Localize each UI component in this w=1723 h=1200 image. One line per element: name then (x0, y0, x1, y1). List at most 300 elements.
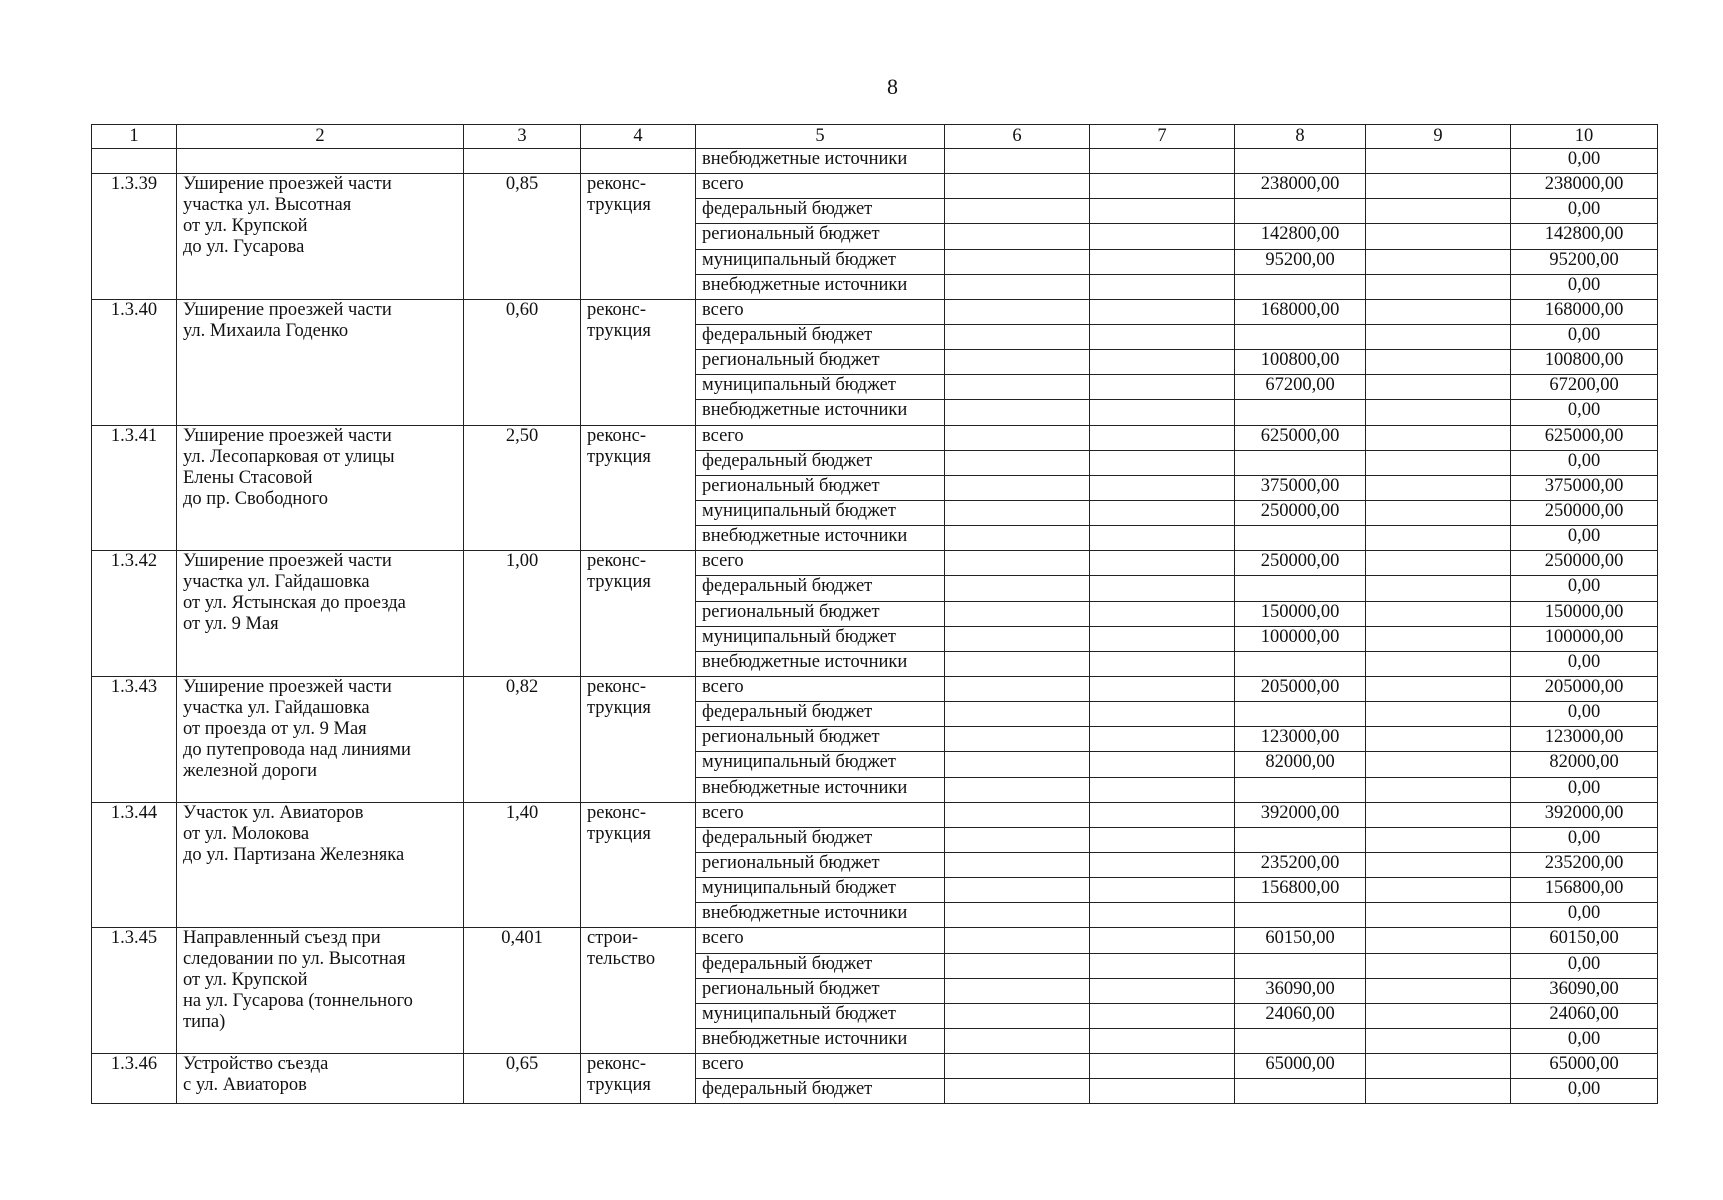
cell-col6 (945, 903, 1090, 928)
cell-col6 (945, 1054, 1090, 1079)
cell-name (177, 149, 464, 174)
name-line: ул. Лесопарковая от улицы (183, 446, 395, 467)
cell-col7 (1090, 702, 1235, 727)
column-header: 2 (177, 125, 464, 149)
cell-length: 2,50 (464, 425, 581, 551)
cell-col9 (1366, 626, 1511, 651)
cell-col6 (945, 626, 1090, 651)
cell-col6 (945, 777, 1090, 802)
cell-col6 (945, 500, 1090, 525)
name-line: на ул. Гусарова (тоннельного (183, 991, 413, 1012)
cell-col8: 250000,00 (1235, 500, 1366, 525)
cell-work (581, 802, 696, 928)
cell-col9 (1366, 400, 1511, 425)
cell-col10: 36090,00 (1511, 978, 1658, 1003)
cell-col9 (1366, 651, 1511, 676)
cell-col7 (1090, 903, 1235, 928)
cell-col6 (945, 978, 1090, 1003)
name-line: Уширение проезжей части (183, 551, 392, 572)
cell-source: муниципальный бюджет (696, 1003, 945, 1028)
table-row (92, 802, 1658, 827)
cell-col6 (945, 752, 1090, 777)
cell-col9 (1366, 1079, 1511, 1104)
cell-col8: 36090,00 (1235, 978, 1366, 1003)
cell-source: всего (696, 1054, 945, 1079)
work-line: трукция (587, 1075, 651, 1096)
cell-col10: 24060,00 (1511, 1003, 1658, 1028)
cell-col9 (1366, 526, 1511, 551)
cell-col9 (1366, 903, 1511, 928)
cell-col6 (945, 450, 1090, 475)
cell-source: внебюджетные источники (696, 903, 945, 928)
cell-col10: 0,00 (1511, 953, 1658, 978)
cell-col8: 625000,00 (1235, 425, 1366, 450)
cell-source: внебюджетные источники (696, 777, 945, 802)
cell-col8: 67200,00 (1235, 375, 1366, 400)
cell-source: муниципальный бюджет (696, 752, 945, 777)
cell-id: 1.3.40 (92, 299, 177, 425)
cell-col8: 65000,00 (1235, 1054, 1366, 1079)
cell-col7 (1090, 953, 1235, 978)
cell-col10: 0,00 (1511, 526, 1658, 551)
cell-col8 (1235, 702, 1366, 727)
name-line: с ул. Авиаторов (183, 1075, 307, 1096)
cell-col6 (945, 1028, 1090, 1053)
work-line: реконс- (587, 676, 647, 697)
cell-col9 (1366, 274, 1511, 299)
table-row (92, 174, 1658, 199)
cell-col8 (1235, 324, 1366, 349)
cell-col9 (1366, 953, 1511, 978)
cell-col7 (1090, 1079, 1235, 1104)
cell-work (581, 425, 696, 551)
cell-col9 (1366, 878, 1511, 903)
cell-col9 (1366, 500, 1511, 525)
cell-col9 (1366, 802, 1511, 827)
cell-col7 (1090, 1054, 1235, 1079)
cell-id: 1.3.41 (92, 425, 177, 551)
cell-length: 0,401 (464, 928, 581, 1054)
column-header: 9 (1366, 125, 1511, 149)
cell-source: федеральный бюджет (696, 953, 945, 978)
cell-col10: 625000,00 (1511, 425, 1658, 450)
cell-col6 (945, 249, 1090, 274)
cell-work (581, 928, 696, 1054)
cell-col8 (1235, 199, 1366, 224)
cell-col9 (1366, 576, 1511, 601)
name-line: до путепровода над линиями (183, 739, 411, 760)
cell-col10: 0,00 (1511, 199, 1658, 224)
cell-col10: 250000,00 (1511, 551, 1658, 576)
cell-col9 (1366, 727, 1511, 752)
cell-col6 (945, 199, 1090, 224)
name-line: Уширение проезжей части (183, 676, 392, 697)
cell-col10: 238000,00 (1511, 174, 1658, 199)
name-line: от проезда от ул. 9 Мая (183, 718, 367, 739)
column-header: 10 (1511, 125, 1658, 149)
cell-col9 (1366, 475, 1511, 500)
cell-col8: 82000,00 (1235, 752, 1366, 777)
cell-col6 (945, 375, 1090, 400)
cell-col7 (1090, 727, 1235, 752)
cell-source: всего (696, 174, 945, 199)
cell-source: всего (696, 802, 945, 827)
cell-work (581, 1054, 696, 1104)
cell-col7 (1090, 174, 1235, 199)
cell-col8 (1235, 576, 1366, 601)
cell-col9 (1366, 174, 1511, 199)
name-line: от ул. 9 Мая (183, 614, 279, 635)
cell-col8: 100800,00 (1235, 350, 1366, 375)
cell-col10: 60150,00 (1511, 928, 1658, 953)
name-line: Участок ул. Авиаторов (183, 802, 364, 823)
cell-col8: 100000,00 (1235, 626, 1366, 651)
name-line: Направленный съезд при (183, 928, 381, 949)
cell-col7 (1090, 199, 1235, 224)
cell-id (92, 149, 177, 174)
column-header: 4 (581, 125, 696, 149)
cell-col7 (1090, 777, 1235, 802)
cell-col10: 65000,00 (1511, 1054, 1658, 1079)
name-line: от ул. Крупской (183, 216, 308, 237)
work-line: строи- (587, 928, 639, 949)
cell-work (581, 299, 696, 425)
name-line: Устройство съезда (183, 1054, 329, 1075)
cell-source: муниципальный бюджет (696, 626, 945, 651)
cell-col7 (1090, 425, 1235, 450)
name-line: участка ул. Высотная (183, 195, 352, 216)
cell-id: 1.3.43 (92, 676, 177, 802)
cell-col10: 250000,00 (1511, 500, 1658, 525)
cell-col7 (1090, 852, 1235, 877)
cell-id: 1.3.39 (92, 174, 177, 300)
cell-name (177, 676, 464, 802)
cell-source: внебюджетные источники (696, 274, 945, 299)
cell-source: внебюджетные источники (696, 526, 945, 551)
cell-col7 (1090, 978, 1235, 1003)
cell-col10: 0,00 (1511, 149, 1658, 174)
cell-name (177, 551, 464, 677)
cell-col7 (1090, 350, 1235, 375)
cell-col6 (945, 651, 1090, 676)
cell-col6 (945, 475, 1090, 500)
work-line: тельство (587, 949, 656, 970)
lead-row (92, 149, 1658, 174)
cell-source: всего (696, 299, 945, 324)
cell-id: 1.3.44 (92, 802, 177, 928)
cell-col9 (1366, 1028, 1511, 1053)
name-line: ул. Михаила Годенко (183, 320, 349, 341)
cell-col6 (945, 852, 1090, 877)
work-line: трукция (587, 572, 651, 593)
cell-col9 (1366, 149, 1511, 174)
cell-length: 1,40 (464, 802, 581, 928)
cell-source: муниципальный бюджет (696, 878, 945, 903)
cell-col9 (1366, 1003, 1511, 1028)
cell-col9 (1366, 249, 1511, 274)
cell-col6 (945, 224, 1090, 249)
table-body (92, 149, 1658, 1104)
cell-work (581, 676, 696, 802)
cell-id: 1.3.42 (92, 551, 177, 677)
cell-col8: 142800,00 (1235, 224, 1366, 249)
cell-col10: 0,00 (1511, 903, 1658, 928)
cell-col7 (1090, 928, 1235, 953)
cell-col6 (945, 827, 1090, 852)
cell-col10: 0,00 (1511, 827, 1658, 852)
cell-col7 (1090, 299, 1235, 324)
cell-col6 (945, 174, 1090, 199)
cell-col7 (1090, 375, 1235, 400)
cell-col9 (1366, 224, 1511, 249)
name-line: Уширение проезжей части (183, 299, 392, 320)
table-row (92, 1054, 1658, 1079)
cell-length (464, 149, 581, 174)
cell-source: внебюджетные источники (696, 400, 945, 425)
work-line: трукция (587, 697, 651, 718)
name-line: до пр. Свободного (183, 488, 328, 509)
cell-name (177, 425, 464, 551)
cell-col6 (945, 953, 1090, 978)
cell-col8 (1235, 777, 1366, 802)
cell-col10: 0,00 (1511, 324, 1658, 349)
cell-col10: 0,00 (1511, 450, 1658, 475)
cell-col8: 123000,00 (1235, 727, 1366, 752)
cell-col7 (1090, 827, 1235, 852)
cell-col8 (1235, 827, 1366, 852)
name-line: участка ул. Гайдашовка (183, 572, 370, 593)
name-line: Уширение проезжей части (183, 425, 392, 446)
cell-col9 (1366, 852, 1511, 877)
cell-col8 (1235, 903, 1366, 928)
table-row (92, 551, 1658, 576)
cell-col9 (1366, 199, 1511, 224)
cell-work (581, 174, 696, 300)
cell-col10: 375000,00 (1511, 475, 1658, 500)
cell-id: 1.3.46 (92, 1054, 177, 1104)
cell-col8 (1235, 450, 1366, 475)
cell-source: региональный бюджет (696, 475, 945, 500)
cell-col10: 156800,00 (1511, 878, 1658, 903)
work-line: трукция (587, 823, 651, 844)
cell-col8 (1235, 400, 1366, 425)
cell-col10: 0,00 (1511, 400, 1658, 425)
cell-source: всего (696, 551, 945, 576)
cell-name (177, 174, 464, 300)
cell-col8: 238000,00 (1235, 174, 1366, 199)
cell-col9 (1366, 450, 1511, 475)
cell-col10: 100800,00 (1511, 350, 1658, 375)
table-row (92, 299, 1658, 324)
name-line: Уширение проезжей части (183, 174, 392, 195)
table-row (92, 928, 1658, 953)
page-number: 8 (887, 74, 898, 99)
cell-col10: 205000,00 (1511, 676, 1658, 701)
cell-col10: 0,00 (1511, 777, 1658, 802)
cell-col10: 123000,00 (1511, 727, 1658, 752)
cell-col6 (945, 878, 1090, 903)
cell-source: федеральный бюджет (696, 199, 945, 224)
name-line: от ул. Крупской (183, 970, 308, 991)
cell-col10: 392000,00 (1511, 802, 1658, 827)
cell-length: 0,60 (464, 299, 581, 425)
cell-col10: 150000,00 (1511, 601, 1658, 626)
cell-length: 1,00 (464, 551, 581, 677)
cell-source: региональный бюджет (696, 978, 945, 1003)
cell-col8 (1235, 149, 1366, 174)
cell-col6 (945, 526, 1090, 551)
cell-col10: 142800,00 (1511, 224, 1658, 249)
cell-col9 (1366, 827, 1511, 852)
work-line: трукция (587, 446, 651, 467)
cell-col6 (945, 727, 1090, 752)
work-line: реконс- (587, 425, 647, 446)
cell-col9 (1366, 928, 1511, 953)
cell-source: федеральный бюджет (696, 324, 945, 349)
cell-col10: 67200,00 (1511, 375, 1658, 400)
cell-col9 (1366, 978, 1511, 1003)
cell-id: 1.3.45 (92, 928, 177, 1054)
cell-source: региональный бюджет (696, 350, 945, 375)
cell-col9 (1366, 324, 1511, 349)
cell-col8: 375000,00 (1235, 475, 1366, 500)
name-line: железной дороги (183, 760, 318, 781)
cell-col9 (1366, 551, 1511, 576)
cell-source: федеральный бюджет (696, 450, 945, 475)
cell-col7 (1090, 676, 1235, 701)
name-line: до ул. Гусарова (183, 237, 305, 258)
cell-col7 (1090, 475, 1235, 500)
cell-col10: 0,00 (1511, 651, 1658, 676)
table-row (92, 425, 1658, 450)
work-line: реконс- (587, 551, 647, 572)
cell-source: всего (696, 928, 945, 953)
column-header: 6 (945, 125, 1090, 149)
work-line: реконс- (587, 802, 647, 823)
cell-col8: 95200,00 (1235, 249, 1366, 274)
cell-col10: 100000,00 (1511, 626, 1658, 651)
work-line: реконс- (587, 174, 647, 195)
cell-col7 (1090, 802, 1235, 827)
cell-length: 0,82 (464, 676, 581, 802)
name-line: до ул. Партизана Железняка (183, 844, 405, 865)
cell-col6 (945, 702, 1090, 727)
cell-name (177, 928, 464, 1054)
name-line: от ул. Молокова (183, 823, 310, 844)
name-line: следовании по ул. Высотная (183, 949, 406, 970)
cell-col10: 82000,00 (1511, 752, 1658, 777)
cell-source: региональный бюджет (696, 727, 945, 752)
cell-col9 (1366, 1054, 1511, 1079)
cell-work (581, 149, 696, 174)
cell-source: всего (696, 425, 945, 450)
cell-name (177, 802, 464, 928)
column-header: 1 (92, 125, 177, 149)
cell-col7 (1090, 551, 1235, 576)
cell-col7 (1090, 601, 1235, 626)
cell-col8: 205000,00 (1235, 676, 1366, 701)
cell-col8 (1235, 651, 1366, 676)
cell-name (177, 299, 464, 425)
cell-col6 (945, 1079, 1090, 1104)
cell-col8 (1235, 953, 1366, 978)
work-line: трукция (587, 195, 651, 216)
cell-col7 (1090, 1028, 1235, 1053)
name-line: типа) (183, 1012, 226, 1033)
budget-table (91, 124, 1658, 1104)
cell-col6 (945, 802, 1090, 827)
cell-col8: 60150,00 (1235, 928, 1366, 953)
cell-col7 (1090, 324, 1235, 349)
name-line: Елены Стасовой (183, 467, 313, 488)
cell-source: внебюджетные источники (696, 149, 945, 174)
cell-col8: 24060,00 (1235, 1003, 1366, 1028)
cell-col6 (945, 576, 1090, 601)
cell-col6 (945, 1003, 1090, 1028)
cell-col6 (945, 299, 1090, 324)
cell-col9 (1366, 702, 1511, 727)
cell-col9 (1366, 601, 1511, 626)
cell-col9 (1366, 777, 1511, 802)
column-header: 3 (464, 125, 581, 149)
cell-col8: 156800,00 (1235, 878, 1366, 903)
name-line: от ул. Ястынская до проезда (183, 593, 406, 614)
cell-col6 (945, 400, 1090, 425)
cell-col8: 392000,00 (1235, 802, 1366, 827)
cell-col7 (1090, 1003, 1235, 1028)
cell-col8: 168000,00 (1235, 299, 1366, 324)
cell-source: муниципальный бюджет (696, 249, 945, 274)
cell-col7 (1090, 752, 1235, 777)
column-header: 5 (696, 125, 945, 149)
cell-col7 (1090, 651, 1235, 676)
cell-col8: 250000,00 (1235, 551, 1366, 576)
cell-col10: 95200,00 (1511, 249, 1658, 274)
cell-col6 (945, 274, 1090, 299)
cell-col10: 168000,00 (1511, 299, 1658, 324)
cell-col7 (1090, 576, 1235, 601)
cell-col7 (1090, 526, 1235, 551)
cell-col6 (945, 551, 1090, 576)
cell-col9 (1366, 350, 1511, 375)
cell-col7 (1090, 878, 1235, 903)
cell-col10: 0,00 (1511, 576, 1658, 601)
cell-work (581, 551, 696, 677)
cell-col7 (1090, 249, 1235, 274)
cell-source: внебюджетные источники (696, 1028, 945, 1053)
cell-col6 (945, 601, 1090, 626)
cell-col9 (1366, 299, 1511, 324)
cell-col9 (1366, 752, 1511, 777)
cell-col10: 0,00 (1511, 1028, 1658, 1053)
work-line: реконс- (587, 1054, 647, 1075)
cell-col9 (1366, 676, 1511, 701)
cell-col9 (1366, 375, 1511, 400)
cell-col7 (1090, 626, 1235, 651)
cell-length: 0,65 (464, 1054, 581, 1104)
cell-col8: 150000,00 (1235, 601, 1366, 626)
cell-source: внебюджетные источники (696, 651, 945, 676)
cell-col6 (945, 350, 1090, 375)
cell-col10: 0,00 (1511, 702, 1658, 727)
cell-col8: 235200,00 (1235, 852, 1366, 877)
cell-length: 0,85 (464, 174, 581, 300)
cell-col7 (1090, 149, 1235, 174)
table-header (92, 125, 1658, 149)
cell-col8 (1235, 1079, 1366, 1104)
cell-source: федеральный бюджет (696, 702, 945, 727)
cell-col10: 0,00 (1511, 1079, 1658, 1104)
